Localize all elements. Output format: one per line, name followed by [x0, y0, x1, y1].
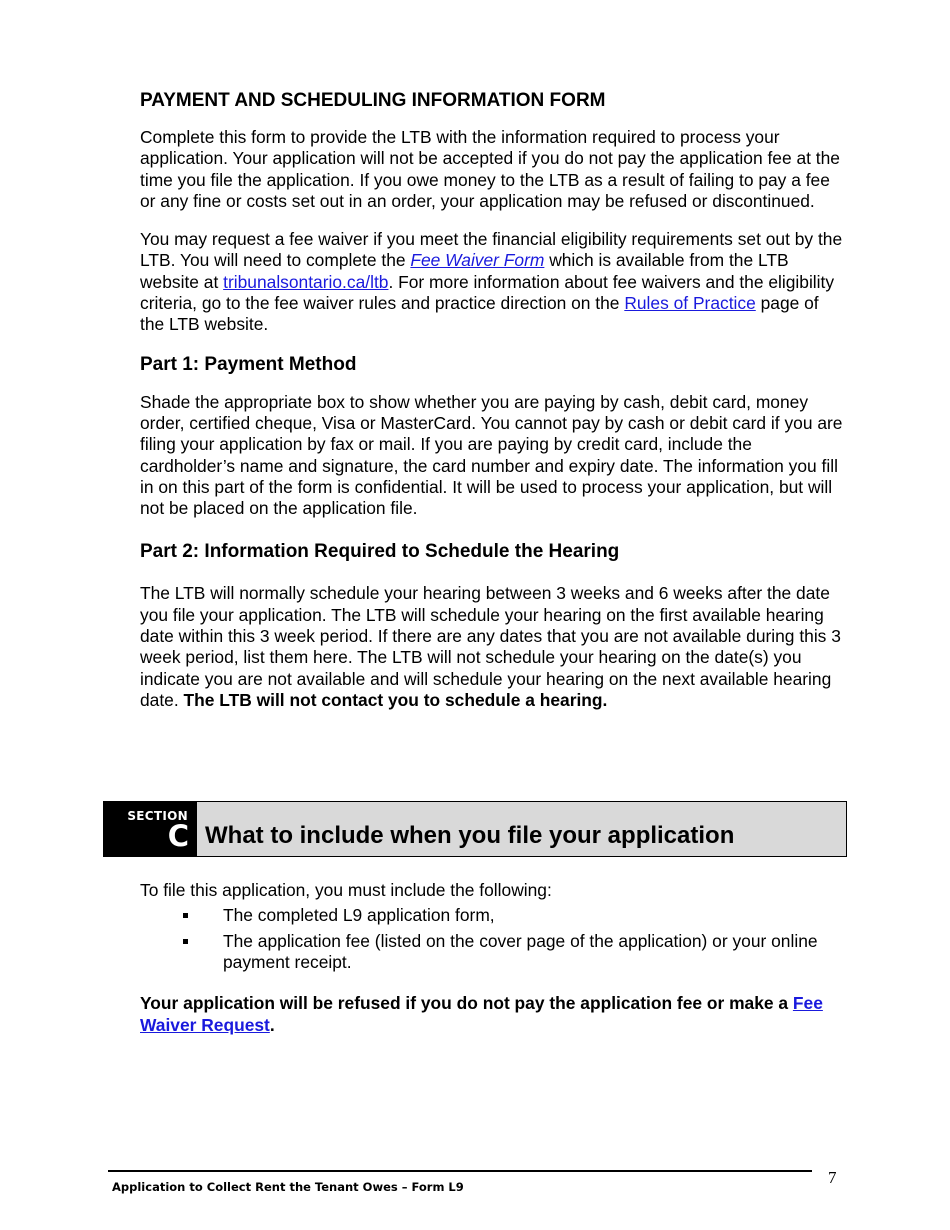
fee-waiver-paragraph: You may request a fee waiver if you meet the financial eligibility requirements set out by the LTB. You will need to complete the Fee Waiver Form which is available from the LTB website at tribunalsontario.ca/ltb. For more information about fee waivers and the eligibility criteria, go to the fee waiver rules and practice direction on the Rules of Practice page of the LTB website. — [140, 229, 843, 335]
rules-of-practice-link[interactable]: Rules of Practice — [624, 293, 756, 314]
bullet-icon — [183, 913, 188, 918]
part2-body: The LTB will normally schedule your hearing between 3 weeks and 6 weeks after the date you file your application. The LTB will schedule your hearing on the first available hearing date within this 3 week period. If there are any dates that you are not available during this 3 week period, list them here. The LTB will not schedule your hearing on the date(s) you indicate you are not available and will schedule your hearing on the next available hearing date. The LTB will not contact you to schedule a hearing. — [140, 583, 841, 710]
list-item: The completed L9 application form, — [140, 905, 845, 926]
part1-body: Shade the appropriate box to show whether you are paying by cash, debit card, money order, certified cheque, Visa or MasterCard. You cannot pay by cash or debit card if you are filing your application by fax or mail. If you are paying by credit card, include the cardholder’s name and signature, the card number and expiry date. The information you fill in on this part of the form is confidential. It will be used to process your application, but will not be placed on the application file. — [140, 391, 843, 519]
fee-waiver-request-link[interactable]: Fee Waiver Request — [140, 993, 823, 1035]
section-c-content — [140, 880, 845, 1036]
section-tag — [104, 802, 197, 856]
page-number: 7 — [828, 1168, 837, 1187]
refusal-warning: Your application will be refused if you do not pay the application fee or make a Fee Waiver Request. — [140, 993, 823, 1035]
section-title: What to include when you file your application — [205, 822, 735, 849]
fee-waiver-form-link[interactable]: Fee Waiver Form — [410, 250, 545, 271]
part2-bold-note: The LTB will not contact you to schedule a hearing. — [183, 689, 608, 710]
part1-heading: Part 1: Payment Method — [140, 353, 357, 375]
section-c-intro: To file this application, you must include the following: — [140, 880, 552, 900]
footer-title: Application to Collect Rent the Tenant Owes – Form L9 — [112, 1180, 464, 1194]
website-link[interactable]: tribunalsontario.ca/ltb — [223, 271, 389, 292]
part2-heading: Part 2: Information Required to Schedule the Hearing — [140, 541, 620, 563]
page-title: PAYMENT AND SCHEDULING INFORMATION FORM — [140, 90, 606, 111]
intro-paragraph: Complete this form to provide the LTB with the information required to process your application. Your application will not be accepted if you do not pay the application fee at the time you file the application. If you owe money to the LTB as a result of failing to pay a fee or any fine or costs set out in an order, your application may be refused or discontinued. — [140, 127, 840, 211]
footer-rule — [108, 1170, 812, 1172]
section-letter: C — [167, 819, 189, 853]
section-c-header — [103, 801, 847, 857]
main-content — [140, 90, 845, 728]
section-word: SECTION — [127, 809, 188, 823]
bullet-icon — [183, 939, 188, 944]
list-item: The application fee (listed on the cover page of the application) or your online payment receipt. — [140, 931, 845, 974]
requirements-list — [140, 905, 845, 973]
